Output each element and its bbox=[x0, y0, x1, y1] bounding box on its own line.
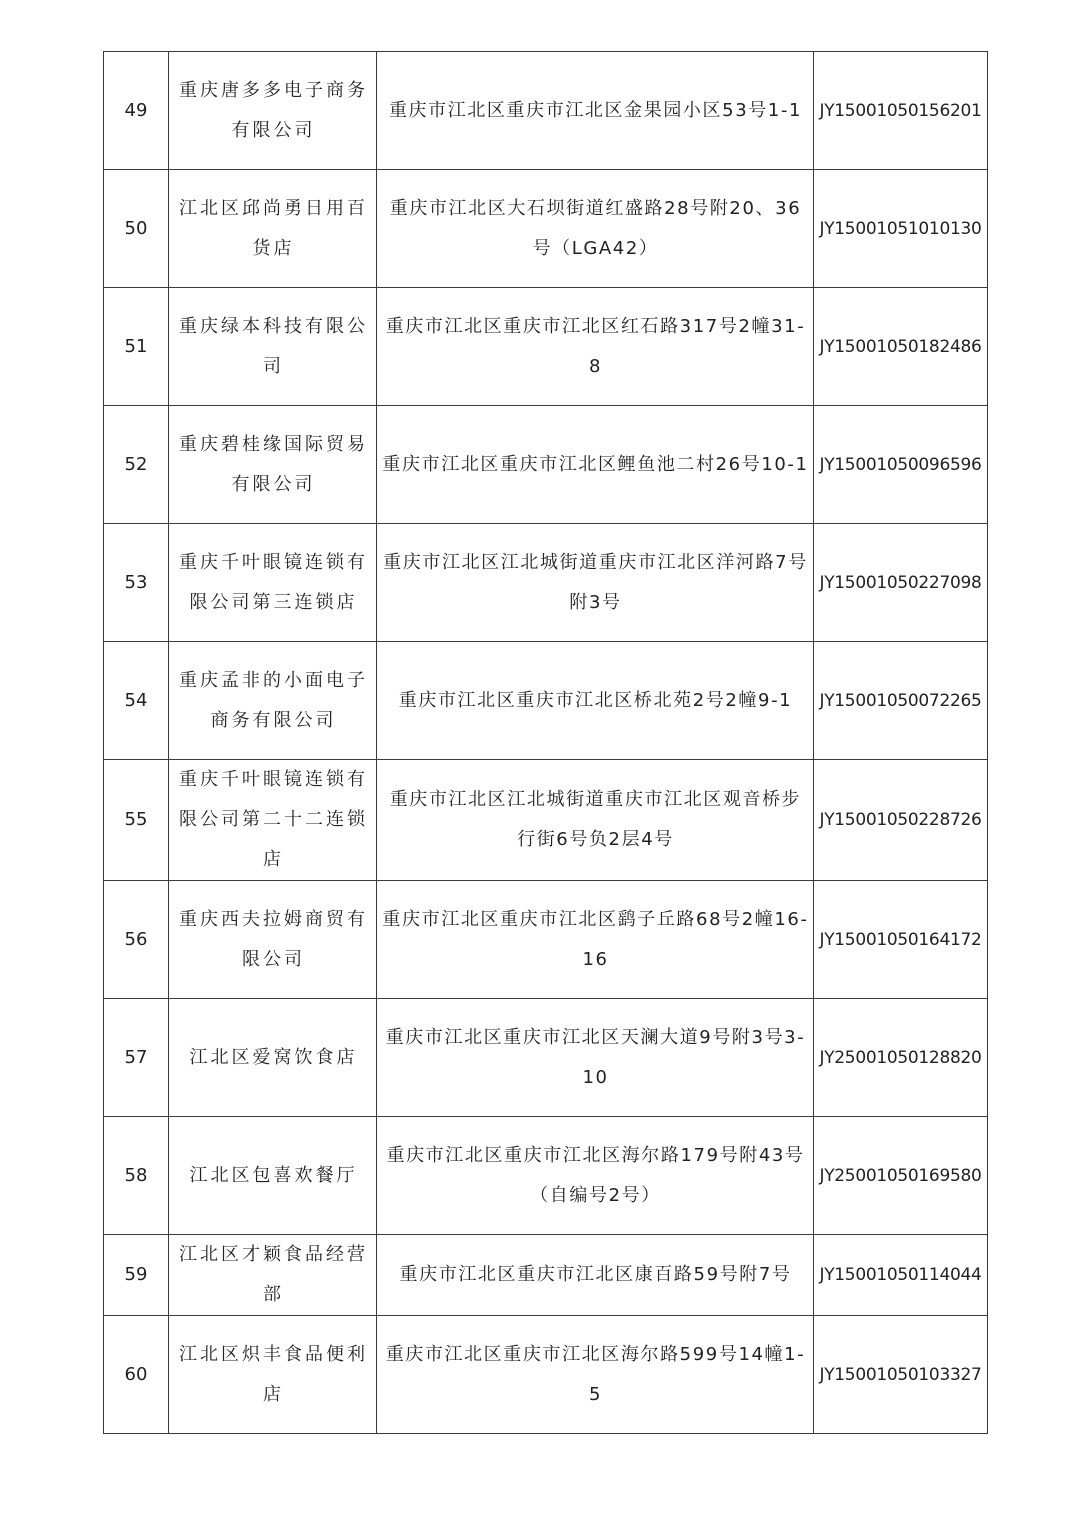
license-number: JY15001050072265 bbox=[814, 642, 988, 760]
license-number: JY15001050182486 bbox=[814, 288, 988, 406]
business-address: 重庆市江北区重庆市江北区桥北苑2号2幢9-1 bbox=[377, 642, 814, 760]
row-number: 51 bbox=[104, 288, 169, 406]
business-name: 重庆碧桂缘国际贸易有限公司 bbox=[169, 406, 377, 524]
business-address: 重庆市江北区重庆市江北区鲤鱼池二村26号10-1 bbox=[377, 406, 814, 524]
business-name: 重庆绿本科技有限公司 bbox=[169, 288, 377, 406]
license-table bbox=[103, 51, 988, 1434]
license-number: JY15001051010130 bbox=[814, 170, 988, 288]
business-name: 重庆唐多多电子商务有限公司 bbox=[169, 52, 377, 170]
table-row bbox=[104, 1117, 988, 1235]
business-name: 江北区才颖食品经营部 bbox=[169, 1235, 377, 1316]
business-name: 江北区爱窝饮食店 bbox=[169, 999, 377, 1117]
business-address: 重庆市江北区重庆市江北区海尔路599号14幢1-5 bbox=[377, 1316, 814, 1434]
table-row bbox=[104, 642, 988, 760]
row-number: 59 bbox=[104, 1235, 169, 1316]
table-body bbox=[104, 52, 988, 1434]
business-address: 重庆市江北区重庆市江北区海尔路179号附43号（自编号2号） bbox=[377, 1117, 814, 1235]
row-number: 50 bbox=[104, 170, 169, 288]
table-row bbox=[104, 170, 988, 288]
business-address: 重庆市江北区重庆市江北区金果园小区53号1-1 bbox=[377, 52, 814, 170]
business-name: 江北区邱尚勇日用百货店 bbox=[169, 170, 377, 288]
business-name: 重庆西夫拉姆商贸有限公司 bbox=[169, 881, 377, 999]
table-row bbox=[104, 1235, 988, 1316]
business-name: 重庆千叶眼镜连锁有限公司第三连锁店 bbox=[169, 524, 377, 642]
business-name: 重庆千叶眼镜连锁有限公司第二十二连锁店 bbox=[169, 760, 377, 881]
table-row bbox=[104, 288, 988, 406]
license-number: JY15001050227098 bbox=[814, 524, 988, 642]
license-number: JY15001050164172 bbox=[814, 881, 988, 999]
license-number: JY15001050228726 bbox=[814, 760, 988, 881]
license-number: JY15001050114044 bbox=[814, 1235, 988, 1316]
row-number: 55 bbox=[104, 760, 169, 881]
business-address: 重庆市江北区江北城街道重庆市江北区洋河路7号附3号 bbox=[377, 524, 814, 642]
row-number: 54 bbox=[104, 642, 169, 760]
row-number: 52 bbox=[104, 406, 169, 524]
license-number: JY25001050128820 bbox=[814, 999, 988, 1117]
row-number: 60 bbox=[104, 1316, 169, 1434]
table-row bbox=[104, 406, 988, 524]
business-name: 重庆孟非的小面电子商务有限公司 bbox=[169, 642, 377, 760]
row-number: 56 bbox=[104, 881, 169, 999]
business-address: 重庆市江北区重庆市江北区康百路59号附7号 bbox=[377, 1235, 814, 1316]
table-row bbox=[104, 52, 988, 170]
business-name: 江北区包喜欢餐厅 bbox=[169, 1117, 377, 1235]
row-number: 58 bbox=[104, 1117, 169, 1235]
table-row bbox=[104, 760, 988, 881]
business-name: 江北区炽丰食品便利店 bbox=[169, 1316, 377, 1434]
license-number: JY15001050103327 bbox=[814, 1316, 988, 1434]
license-number: JY15001050096596 bbox=[814, 406, 988, 524]
license-number: JY25001050169580 bbox=[814, 1117, 988, 1235]
business-address: 重庆市江北区大石坝街道红盛路28号附20、36号（LGA42） bbox=[377, 170, 814, 288]
table-row bbox=[104, 1316, 988, 1434]
table-row bbox=[104, 881, 988, 999]
row-number: 49 bbox=[104, 52, 169, 170]
business-address: 重庆市江北区重庆市江北区天澜大道9号附3号3-10 bbox=[377, 999, 814, 1117]
business-address: 重庆市江北区江北城街道重庆市江北区观音桥步行街6号负2层4号 bbox=[377, 760, 814, 881]
table-row bbox=[104, 524, 988, 642]
license-number: JY15001050156201 bbox=[814, 52, 988, 170]
table-row bbox=[104, 999, 988, 1117]
business-address: 重庆市江北区重庆市江北区鹞子丘路68号2幢16-16 bbox=[377, 881, 814, 999]
business-address: 重庆市江北区重庆市江北区红石路317号2幢31-8 bbox=[377, 288, 814, 406]
row-number: 53 bbox=[104, 524, 169, 642]
row-number: 57 bbox=[104, 999, 169, 1117]
